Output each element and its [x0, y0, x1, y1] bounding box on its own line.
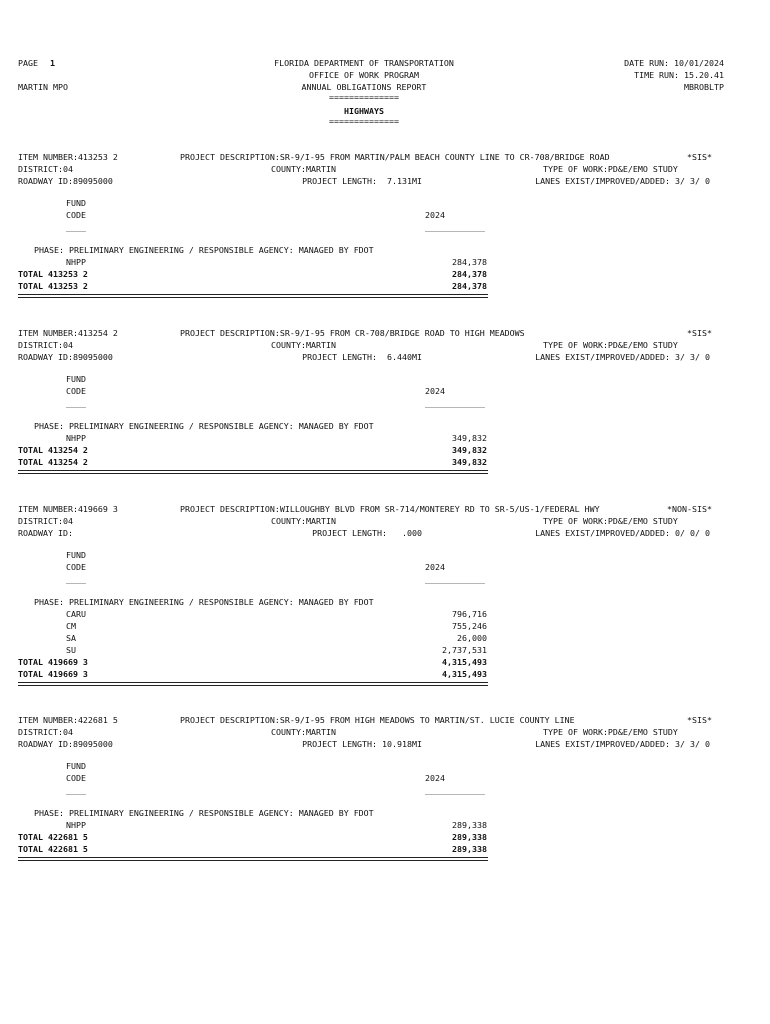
county: COUNTY:MARTIN: [271, 340, 336, 350]
district: DISTRICT:04: [18, 516, 73, 526]
code-underline: ____: [66, 398, 86, 408]
fund-code: CARU: [66, 609, 86, 619]
roadway-id: ROADWAY ID:89095000: [18, 739, 113, 749]
item-separator-rule: [18, 685, 488, 686]
item-total-label: TOTAL 422681 5: [18, 844, 88, 854]
item-separator-rule: [18, 297, 488, 298]
item-number: ITEM NUMBER:413253 2: [18, 152, 118, 162]
report-title-rule: ==============: [329, 92, 399, 102]
item-total-amount: 289,338: [452, 844, 487, 854]
district: DISTRICT:04: [18, 164, 73, 174]
item-separator-rule: [18, 682, 488, 683]
roadway-id: ROADWAY ID:: [18, 528, 73, 538]
county: COUNTY:MARTIN: [271, 516, 336, 526]
time-run: TIME RUN: 15.20.41: [634, 70, 724, 80]
fund-code: SU: [66, 645, 76, 655]
project-description: PROJECT DESCRIPTION:SR-9/I-95 FROM HIGH MEADOWS TO MARTIN/ST. LUCIE COUNTY LINE: [180, 715, 575, 725]
item-total-amount: 349,832: [452, 457, 487, 467]
report-id: MBROBLTP: [684, 82, 724, 92]
type-of-work: TYPE OF WORK:PD&E/EMO STUDY: [543, 516, 678, 526]
item-total-amount: 289,338: [452, 832, 487, 842]
year-underline: ____________: [425, 398, 485, 408]
date-run: DATE RUN: 10/01/2024: [624, 58, 724, 68]
type-of-work: TYPE OF WORK:PD&E/EMO STUDY: [543, 727, 678, 737]
phase-line: PHASE: PRELIMINARY ENGINEERING / RESPONSIBLE AGENCY: MANAGED BY FDOT: [34, 597, 374, 607]
report-title-line: OFFICE OF WORK PROGRAM: [309, 70, 419, 80]
project-length: PROJECT LENGTH: 10.918MI: [302, 739, 422, 749]
project-length: PROJECT LENGTH: 7.131MI: [302, 176, 422, 186]
org-name: MARTIN MPO: [18, 82, 68, 92]
item-separator-rule: [18, 473, 488, 474]
project-description: PROJECT DESCRIPTION:SR-9/I-95 FROM MARTIN/PALM BEACH COUNTY LINE TO CR-708/BRIDGE ROAD: [180, 152, 610, 162]
report-title-line: ANNUAL OBLIGATIONS REPORT: [301, 82, 427, 92]
item-total-label: TOTAL 413254 2: [18, 457, 88, 467]
section-title: HIGHWAYS: [344, 106, 384, 116]
code-label: CODE: [66, 773, 86, 783]
code-label: CODE: [66, 210, 86, 220]
lanes: LANES EXIST/IMPROVED/ADDED: 3/ 3/ 0: [535, 352, 710, 362]
fund-amount: 284,378: [452, 257, 487, 267]
item-total-label: TOTAL 413253 2: [18, 269, 88, 279]
fund-amount: 289,338: [452, 820, 487, 830]
fund-code: NHPP: [66, 433, 86, 443]
year-label: 2024: [425, 773, 445, 783]
fund-code: NHPP: [66, 257, 86, 267]
district: DISTRICT:04: [18, 727, 73, 737]
item-total-amount: 284,378: [452, 269, 487, 279]
county: COUNTY:MARTIN: [271, 727, 336, 737]
fund-amount: 26,000: [457, 633, 487, 643]
item-separator-rule: [18, 860, 488, 861]
lanes: LANES EXIST/IMPROVED/ADDED: 3/ 3/ 0: [535, 176, 710, 186]
year-label: 2024: [425, 386, 445, 396]
fund-label: FUND: [66, 550, 86, 560]
fund-label: FUND: [66, 198, 86, 208]
county: COUNTY:MARTIN: [271, 164, 336, 174]
lanes: LANES EXIST/IMPROVED/ADDED: 3/ 3/ 0: [535, 739, 710, 749]
fund-amount: 349,832: [452, 433, 487, 443]
year-label: 2024: [425, 210, 445, 220]
year-underline: ____________: [425, 222, 485, 232]
item-total-label: TOTAL 422681 5: [18, 832, 88, 842]
report-title-line: FLORIDA DEPARTMENT OF TRANSPORTATION: [274, 58, 454, 68]
item-separator-rule: [18, 294, 488, 295]
project-description: PROJECT DESCRIPTION:SR-9/I-95 FROM CR-708/BRIDGE ROAD TO HIGH MEADOWS: [180, 328, 525, 338]
phase-line: PHASE: PRELIMINARY ENGINEERING / RESPONSIBLE AGENCY: MANAGED BY FDOT: [34, 808, 374, 818]
item-number: ITEM NUMBER:422681 5: [18, 715, 118, 725]
project-length: PROJECT LENGTH: 6.440MI: [302, 352, 422, 362]
item-total-amount: 4,315,493: [442, 669, 487, 679]
lanes: LANES EXIST/IMPROVED/ADDED: 0/ 0/ 0: [535, 528, 710, 538]
year-underline: ____________: [425, 785, 485, 795]
fund-label: FUND: [66, 374, 86, 384]
item-total-label: TOTAL 419669 3: [18, 669, 88, 679]
roadway-id: ROADWAY ID:89095000: [18, 176, 113, 186]
project-length: PROJECT LENGTH: .000: [312, 528, 422, 538]
roadway-id: ROADWAY ID:89095000: [18, 352, 113, 362]
fund-amount: 796,716: [452, 609, 487, 619]
code-underline: ____: [66, 222, 86, 232]
fund-amount: 2,737,531: [442, 645, 487, 655]
code-label: CODE: [66, 386, 86, 396]
item-total-amount: 349,832: [452, 445, 487, 455]
phase-line: PHASE: PRELIMINARY ENGINEERING / RESPONSIBLE AGENCY: MANAGED BY FDOT: [34, 245, 374, 255]
sis-badge: *SIS*: [687, 152, 712, 162]
fund-label: FUND: [66, 761, 86, 771]
type-of-work: TYPE OF WORK:PD&E/EMO STUDY: [543, 340, 678, 350]
sis-badge: *SIS*: [687, 328, 712, 338]
district: DISTRICT:04: [18, 340, 73, 350]
item-total-label: TOTAL 419669 3: [18, 657, 88, 667]
item-total-amount: 4,315,493: [442, 657, 487, 667]
project-description: PROJECT DESCRIPTION:WILLOUGHBY BLVD FROM SR-714/MONTEREY RD TO SR-5/US-1/FEDERAL HWY: [180, 504, 600, 514]
section-rule: ==============: [329, 116, 399, 126]
fund-code: SA: [66, 633, 76, 643]
item-separator-rule: [18, 857, 488, 858]
item-total-label: TOTAL 413254 2: [18, 445, 88, 455]
phase-line: PHASE: PRELIMINARY ENGINEERING / RESPONSIBLE AGENCY: MANAGED BY FDOT: [34, 421, 374, 431]
fund-amount: 755,246: [452, 621, 487, 631]
code-underline: ____: [66, 574, 86, 584]
code-label: CODE: [66, 562, 86, 572]
sis-badge: *NON-SIS*: [667, 504, 712, 514]
sis-badge: *SIS*: [687, 715, 712, 725]
item-total-amount: 284,378: [452, 281, 487, 291]
item-number: ITEM NUMBER:413254 2: [18, 328, 118, 338]
type-of-work: TYPE OF WORK:PD&E/EMO STUDY: [543, 164, 678, 174]
fund-code: CM: [66, 621, 76, 631]
page-label: PAGE: [18, 58, 38, 68]
year-label: 2024: [425, 562, 445, 572]
page-number: 1: [50, 58, 55, 68]
item-total-label: TOTAL 413253 2: [18, 281, 88, 291]
year-underline: ____________: [425, 574, 485, 584]
fund-code: NHPP: [66, 820, 86, 830]
item-separator-rule: [18, 470, 488, 471]
code-underline: ____: [66, 785, 86, 795]
item-number: ITEM NUMBER:419669 3: [18, 504, 118, 514]
